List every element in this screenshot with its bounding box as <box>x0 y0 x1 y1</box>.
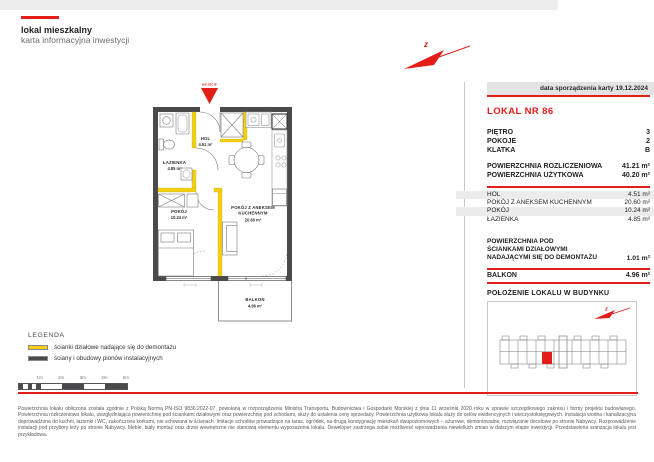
legend-title: LEGENDA <box>28 332 65 339</box>
unit-highlight <box>542 352 552 364</box>
scale-labels: 1m 2m 3m 4m 5m <box>36 375 130 380</box>
room-label-pokoj-z-aneksem: POKÓJ Z ANEKSEM <box>231 205 275 210</box>
svg-text:KUCHENNYM: KUCHENNYM <box>238 210 268 216</box>
scale-bar <box>18 383 128 390</box>
building-location-map <box>487 301 637 396</box>
legend-item-partitions: ścianki działowe nadające się do demontażu <box>28 344 176 351</box>
card-subtitle: karta informacyjna inwestycji <box>21 35 130 45</box>
legend-item-walls: ściany i obudowy pionów instalacyjnych <box>28 355 176 362</box>
room-label-lazienka: ŁAZIENKA <box>163 160 186 165</box>
entrance-marker-icon <box>201 82 218 105</box>
entrance-label: WEJŚCIE <box>201 82 218 87</box>
brand-accent-line <box>21 16 59 19</box>
partition-swatch <box>28 345 48 350</box>
summary-row: POWIERZCHNIA ROZLICZENIOWA 41.21 m² <box>487 163 650 170</box>
mini-compass-icon <box>594 307 630 320</box>
room-label-balkon: BALKON <box>245 297 265 302</box>
dimension-marks <box>184 283 262 287</box>
room-label-pokoj: POKÓJ <box>171 209 187 214</box>
attribute-row: PIĘTRO 3 <box>487 129 650 136</box>
attribute-row: KLATKA B <box>487 147 650 154</box>
summary-row: POWIERZCHNIA UŻYTKOWA 40.20 m² <box>487 172 650 179</box>
info-panel <box>456 82 654 396</box>
sofa <box>223 222 238 255</box>
legend <box>28 332 176 365</box>
svg-text:4.51 m²: 4.51 m² <box>198 142 213 147</box>
brand-header <box>21 16 129 46</box>
building-outline <box>500 336 626 368</box>
room-area-row: HOL 4.51 m² <box>456 191 654 199</box>
room-area-row: ŁAZIENKA 4.85 m² <box>487 215 650 223</box>
hall-wardrobe <box>221 113 243 137</box>
card-title: lokal mieszkalny <box>21 25 93 35</box>
card-date: data sporządzenia karty 19.12.2024 <box>487 82 654 95</box>
attribute-row: POKOJE 2 <box>487 138 650 145</box>
installation-shaft <box>272 114 287 129</box>
room-area-table <box>456 191 654 224</box>
svg-text:10.24 m²: 10.24 m² <box>170 215 188 220</box>
partition-area-note: POWIERZCHNIA POD ŚCIANKAMI DZIAŁOWYMI NADAJĄCYMI SIĘ DO DEMONTAŻU 1.01 m² <box>487 237 650 263</box>
compass-label: z <box>424 40 428 49</box>
top-band <box>0 0 558 10</box>
building-location-title: POŁOŻENIE LOKALU W BUDYNKU <box>487 290 610 298</box>
floor-plan <box>140 76 310 326</box>
door-swings <box>196 112 220 210</box>
unit-number-title: LOKAL NR 86 <box>487 106 554 117</box>
rule-under-date <box>487 95 650 97</box>
svg-text:z: z <box>605 306 608 313</box>
room-label-hol: HOL <box>200 136 211 141</box>
area-summary <box>456 162 654 180</box>
rule-below-balcony <box>487 282 650 284</box>
balcony-row: BALKON 4.96 m² <box>487 272 650 280</box>
room-area-row: POKÓJ Z ANEKSEM KUCHENNYM 20.60 m² <box>487 199 650 207</box>
svg-text:4.85 m²: 4.85 m² <box>167 166 182 171</box>
svg-text:4.96 m²: 4.96 m² <box>247 303 263 309</box>
unit-attributes <box>456 128 654 155</box>
wall-swatch <box>28 356 48 361</box>
compass-west-arrow-icon <box>396 36 476 78</box>
dining-table <box>229 142 264 178</box>
svg-text:20.60 m²: 20.60 m² <box>244 217 262 223</box>
bottom-accent-rule <box>18 392 638 394</box>
disclaimer-text: Powierzchnia lokalu obliczona została zgodnie z Polską Normą PN-ISO 9836:2022-07, powołaną w rozporządzeniu Ministra Transportu, Budownictwa i Gospodarki Morskiej z dnia 11 września 2020 roku w sprawie szczegółowego zakresu i formy projektu budowlanego. Powierzchnia rozliczeniowa lokalu, uwzględniająca powierzchnię pod ściankami działowymi oraz powierzchnię pod schodami, służy do ustalenia ceny sprzedaży. Powierzchnia użytkowa lokalu służy do celów ewidencyjnych i wieczystoksięgowych. Instalacja wodna i kanalizacyjna doprowadzona do kuchni, łazienki i WC, zakończona korkami, nie schowana w ścianach. Imitacje schodów prowadzące na taras, ogródek, na drugą kondygnację mieszkań dwupoziomowych – ażurowe, demontowalne, rozwiązanie docelowe po stronie Nabywcy. Rozprowadzenie instalacji pod przybory leży po stronie Nabywcy. Meble, biały montaż oraz drzwi wewnętrzne nie stanowią elementu wyposażenia lokalu. Deweloper zastrzega sobie możliwość wprowadzenia niewielkich zmian w dalszym etapie inwestycji. Przedstawiona aranżacja lokalu jest przykładowa. <box>18 406 636 438</box>
bedroom-furniture <box>159 194 199 276</box>
room-area-row: POKÓJ 10.24 m² <box>456 207 654 215</box>
